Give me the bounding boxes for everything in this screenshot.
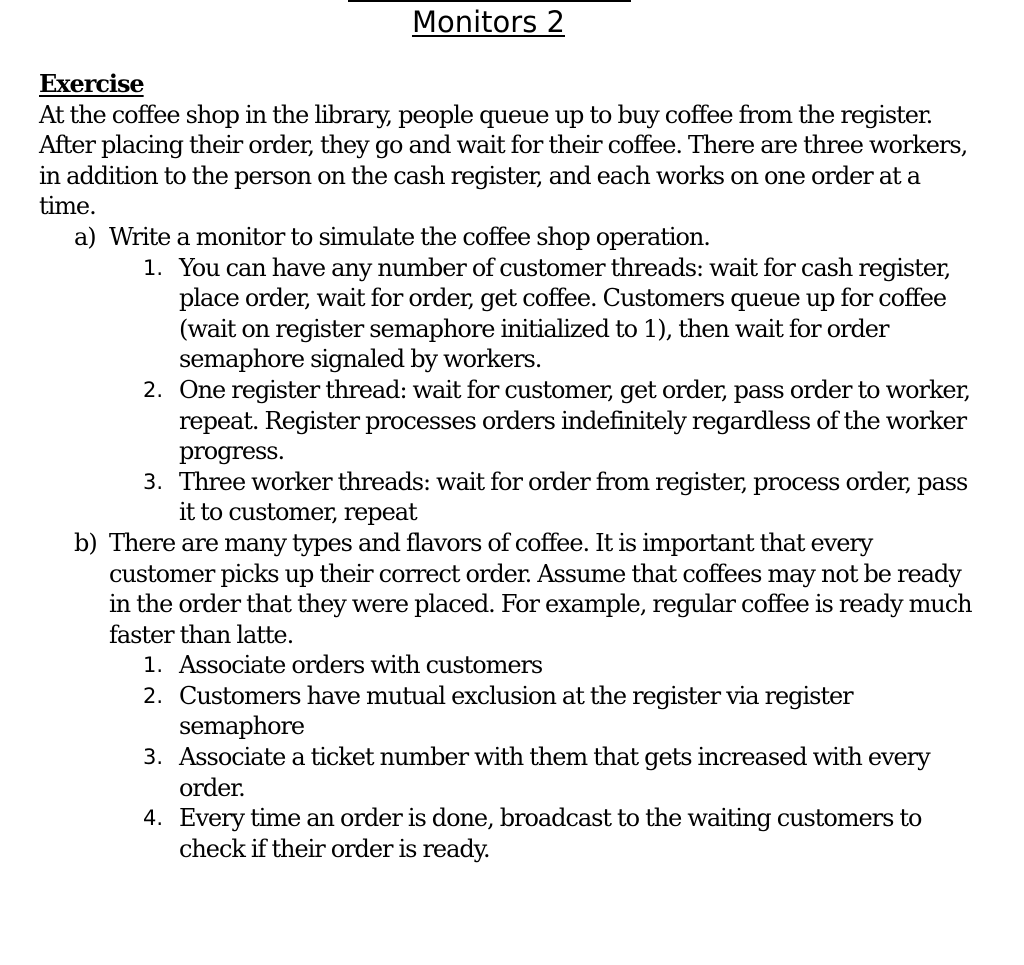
part-a-item-text: You can have any number of customer threads: wait for cash register, place order, wait for order, get coffee. Customers queue up for coffee (wait on register semaphore initialized to 1), then wait for order semaphore signaled by workers. xyxy=(179,253,951,374)
page-title-text: Monitors 2 xyxy=(411,5,565,39)
page-title xyxy=(0,2,977,42)
part-b xyxy=(39,528,979,650)
part-b-item xyxy=(39,650,979,681)
part-b-text: There are many types and flavors of coffee. It is important that every customer picks up their correct order. Assume that coffees may not be ready in the order that they were placed. For example, regular coffee is ready much faster than latte. xyxy=(109,528,972,649)
part-b-item-text: Customers have mutual exclusion at the register via register semaphore xyxy=(179,681,853,741)
part-b-item-text: Every time an order is done, broadcast to the waiting customers to check if their order is ready. xyxy=(179,804,922,863)
part-a-item-text: Three worker threads: wait for order from register, process order, pass it to customer, repeat xyxy=(179,467,968,527)
part-a xyxy=(39,222,979,253)
part-a-item xyxy=(39,253,979,375)
part-a-item-marker: 3. xyxy=(143,469,164,494)
part-b-marker: b) xyxy=(74,528,97,557)
part-a-item xyxy=(39,467,979,528)
intro-paragraph: At the coffee shop in the library, people queue up to buy coffee from the register. After placing their order, they go and wait for their coffee. There are three workers, in addition to the person on the cash register, and each works on one order at a time. xyxy=(39,100,968,221)
part-b-item-marker: 1. xyxy=(143,653,164,678)
part-a-item-marker: 1. xyxy=(143,255,164,280)
part-b-item-marker: 2. xyxy=(143,683,164,708)
part-a-text: Write a monitor to simulate the coffee shop operation. xyxy=(109,222,710,251)
part-b-item xyxy=(39,681,979,742)
part-b-item-marker: 3. xyxy=(143,745,164,770)
part-b-item-text: Associate a ticket number with them that gets increased with every order. xyxy=(179,743,930,802)
part-b-item-marker: 4. xyxy=(143,806,164,831)
part-b-item xyxy=(39,803,979,864)
exercise-content xyxy=(39,69,979,864)
exercise-heading: Exercise xyxy=(39,69,144,98)
part-a-marker: a) xyxy=(74,222,96,251)
part-a-item-text: One register thread: wait for customer, get order, pass order to worker, repeat. Register processes orders indefinitely regardless of the worker progress. xyxy=(179,375,970,466)
part-a-item xyxy=(39,375,979,467)
part-a-item-marker: 2. xyxy=(143,377,164,402)
part-b-item xyxy=(39,742,979,803)
part-b-item-text: Associate orders with customers xyxy=(179,651,543,680)
